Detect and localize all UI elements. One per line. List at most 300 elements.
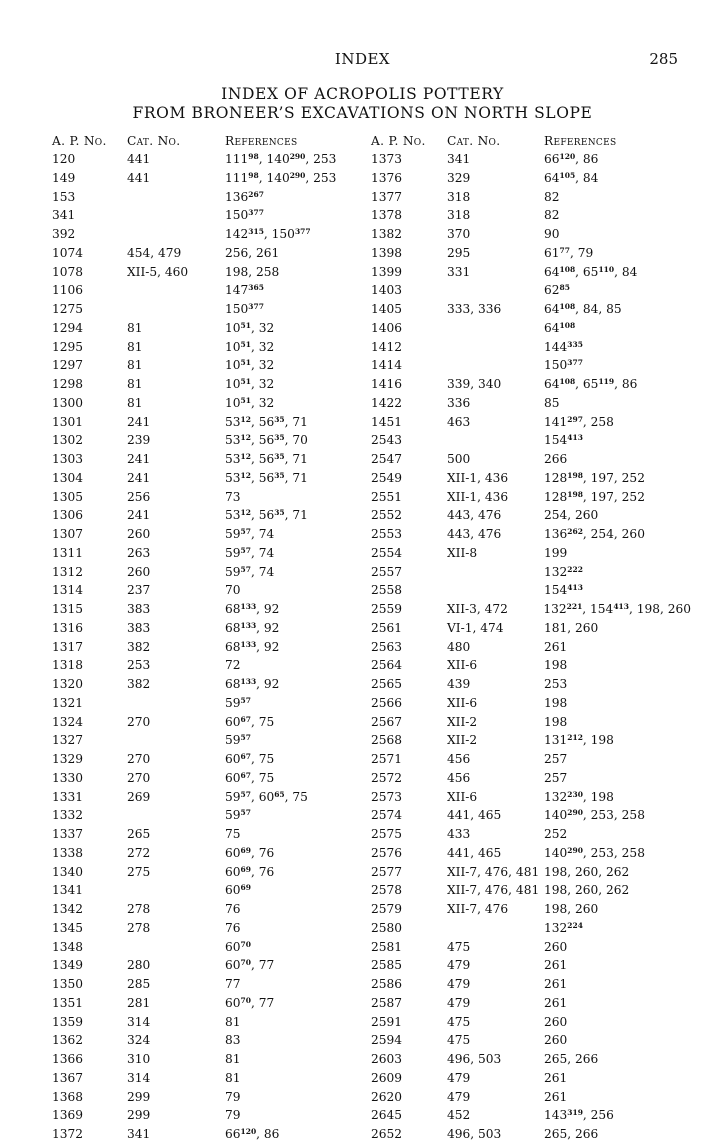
cat-number: 452 xyxy=(447,1108,471,1123)
cat-number: 475 xyxy=(447,1014,471,1029)
ap-number: 2543 xyxy=(371,433,403,448)
footnote-superscript: 57 xyxy=(240,789,251,799)
cat-number: 500 xyxy=(447,452,471,466)
ap-number: 341 xyxy=(52,208,76,223)
footnote-superscript: 69 xyxy=(240,845,251,855)
references: 198 xyxy=(544,658,568,673)
ap-number: 1398 xyxy=(371,245,403,260)
cat-number: XII-2 xyxy=(447,714,478,729)
table-row xyxy=(371,750,691,769)
table-row xyxy=(371,675,691,694)
ap-number: 1368 xyxy=(52,1089,84,1104)
ap-number: 2567 xyxy=(371,714,403,729)
ap-number: 2620 xyxy=(371,1089,403,1104)
footnote-superscript: 108 xyxy=(559,264,576,274)
references: 261 xyxy=(544,1070,568,1085)
references: 198 xyxy=(544,714,568,729)
references: $60^{67}$, 75 xyxy=(225,770,275,785)
cat-number: 456 xyxy=(447,770,471,785)
references: 261 xyxy=(544,995,568,1010)
cat-number xyxy=(447,281,544,300)
table-row xyxy=(52,506,367,525)
references: $136^{262}$, 254, 260 xyxy=(544,527,645,541)
header-references: References xyxy=(225,134,298,148)
references: $144^{335}$ xyxy=(544,339,583,354)
table-row xyxy=(52,900,367,919)
references: $154^{413}$ xyxy=(544,433,583,448)
table-row xyxy=(52,694,367,713)
ap-number: 1416 xyxy=(371,377,403,391)
footnote-superscript: 119 xyxy=(598,377,615,386)
footnote-superscript: 57 xyxy=(240,695,251,705)
table-row xyxy=(52,600,367,619)
cat-number: 81 xyxy=(127,377,143,391)
ap-number: 1362 xyxy=(52,1033,84,1048)
table-row xyxy=(52,525,367,544)
ap-number: 1311 xyxy=(52,545,84,560)
references: $68^{133}$, 92 xyxy=(225,677,280,691)
cat-number: 241 xyxy=(127,508,151,523)
footnote-superscript: 57 xyxy=(240,808,251,818)
references: 260 xyxy=(544,1014,568,1029)
cat-number: 479 xyxy=(447,1089,471,1104)
table-row xyxy=(371,1125,691,1144)
references: $66^{120}$, 86 xyxy=(544,152,599,166)
cat-number: XII-3, 472 xyxy=(446,602,508,616)
cat-number: 479 xyxy=(447,995,471,1010)
references: 199 xyxy=(544,545,568,560)
references: $64^{108}$, 84, 85 xyxy=(544,302,622,316)
references: $66^{120}$, 86 xyxy=(225,1127,280,1141)
ap-number: 1306 xyxy=(52,508,84,523)
cat-number xyxy=(447,319,544,338)
table-row xyxy=(371,1088,691,1107)
ap-number: 1451 xyxy=(371,414,403,429)
references: 261 xyxy=(544,639,568,654)
cat-number xyxy=(127,694,225,713)
references: $60^{69}$, 76 xyxy=(225,845,275,860)
ap-number: 1376 xyxy=(371,170,403,185)
ap-number: 1300 xyxy=(52,395,84,410)
cat-number: 272 xyxy=(127,845,151,860)
table-row xyxy=(52,150,367,169)
header-references: References xyxy=(544,134,617,148)
cat-number: 81 xyxy=(127,339,143,354)
table-row xyxy=(52,844,367,863)
table-row xyxy=(371,581,691,600)
cat-number: 496, 503 xyxy=(447,1052,502,1066)
ap-number: 1320 xyxy=(52,677,84,691)
table-row xyxy=(52,375,367,394)
footnote-superscript: 69 xyxy=(240,864,251,874)
footnote-superscript: 12 xyxy=(240,470,251,480)
footnote-superscript: 377 xyxy=(294,227,311,236)
ap-number: 1405 xyxy=(371,302,403,316)
ap-number: 1078 xyxy=(52,264,84,279)
cat-number xyxy=(447,919,544,938)
references: $111^{98}$, $140^{290}$, 253 xyxy=(225,152,337,166)
references: $62^{85}$ xyxy=(544,283,570,298)
ap-number: 2587 xyxy=(371,995,403,1010)
ap-number: 2603 xyxy=(371,1052,403,1066)
footnote-superscript: 230 xyxy=(567,789,583,799)
ap-number: 1303 xyxy=(52,452,84,466)
cat-number: XII-8 xyxy=(447,545,478,560)
ap-number: 2551 xyxy=(371,489,403,504)
ap-number: 392 xyxy=(52,227,76,241)
ap-number: 1295 xyxy=(52,339,84,354)
table-row xyxy=(371,825,691,844)
ap-number: 1349 xyxy=(52,958,84,973)
table-row xyxy=(371,1106,691,1125)
cat-number: 269 xyxy=(127,789,151,804)
cat-number: 81 xyxy=(127,395,143,410)
table-row xyxy=(371,863,691,882)
table-row xyxy=(52,1013,367,1032)
cat-number: 441, 465 xyxy=(447,808,502,823)
left-column xyxy=(52,133,367,1144)
ap-number: 2564 xyxy=(371,658,403,673)
header-cat-number: Cat. No. xyxy=(127,134,181,148)
footnote-superscript: 319 xyxy=(567,1108,583,1118)
cat-number xyxy=(127,225,225,244)
cat-number xyxy=(447,581,544,600)
footnote-superscript: 224 xyxy=(567,920,583,930)
ap-number: 2579 xyxy=(371,902,403,916)
table-row xyxy=(371,975,691,994)
table-row xyxy=(371,956,691,975)
footnote-superscript: 70 xyxy=(240,958,251,968)
cat-number xyxy=(127,300,225,319)
cat-number: XII-7, 476, 481 xyxy=(447,883,540,898)
table-row xyxy=(52,919,367,938)
cat-number: 479 xyxy=(447,958,471,973)
table-row xyxy=(52,563,367,582)
table-row xyxy=(371,994,691,1013)
cat-number: 241 xyxy=(127,414,151,429)
footnote-superscript: 413 xyxy=(613,602,629,611)
table-row xyxy=(52,956,367,975)
index-title-line-2: FROM BRONEER’S EXCAVATIONS ON NORTH SLOPE xyxy=(132,104,593,122)
references: $59^{57}$ xyxy=(225,695,251,710)
footnote-superscript: 198 xyxy=(567,489,583,499)
footnote-superscript: 108 xyxy=(559,320,576,330)
footnote-superscript: 377 xyxy=(248,208,264,218)
table-row xyxy=(371,563,691,582)
table-row xyxy=(371,450,691,469)
cat-number: 281 xyxy=(127,995,151,1010)
cat-number: XII-7, 476 xyxy=(447,902,509,916)
table-row xyxy=(371,263,691,282)
ap-number: 1317 xyxy=(52,639,84,654)
table-row xyxy=(52,469,367,488)
footnote-superscript: 70 xyxy=(240,939,251,949)
table-row xyxy=(52,450,367,469)
header-cat-number: Cat. No. xyxy=(447,134,501,148)
ap-number: 1294 xyxy=(52,320,84,335)
cat-number: 341 xyxy=(127,1127,151,1141)
footnote-superscript: 413 xyxy=(567,433,583,443)
table-row xyxy=(52,825,367,844)
footnote-superscript: 35 xyxy=(274,470,285,480)
references: 81 xyxy=(225,1014,241,1029)
table-row xyxy=(52,1050,367,1069)
ap-number: 1314 xyxy=(52,583,84,598)
cat-number: 260 xyxy=(127,527,151,541)
references: $142^{315}$, $150^{377}$ xyxy=(225,227,311,241)
cat-number: XII-5, 460 xyxy=(127,264,189,279)
table-row xyxy=(371,938,691,957)
cat-number: 318 xyxy=(447,189,471,204)
page-number: 285 xyxy=(649,50,678,68)
footnote-superscript: 120 xyxy=(240,1127,257,1136)
references: 77 xyxy=(225,977,241,991)
references: 252 xyxy=(544,827,568,841)
ap-number: 2547 xyxy=(371,452,403,466)
references: $154^{413}$ xyxy=(544,583,583,598)
table-row xyxy=(371,600,691,619)
ap-number: 2594 xyxy=(371,1033,403,1048)
footnote-superscript: 51 xyxy=(240,377,251,386)
footnote-superscript: 98 xyxy=(248,170,259,180)
cat-number: 479 xyxy=(447,977,471,991)
ap-number: 1327 xyxy=(52,733,84,748)
footnote-superscript: 377 xyxy=(248,302,264,311)
references: $10^{51}$, 32 xyxy=(225,320,275,335)
ap-number: 2553 xyxy=(371,527,403,541)
table-row xyxy=(371,206,691,225)
references: 83 xyxy=(225,1033,241,1048)
table-row xyxy=(52,881,367,900)
cat-number xyxy=(447,431,544,450)
cat-number: 81 xyxy=(127,320,143,335)
references: $61^{77}$, 79 xyxy=(544,245,594,260)
cat-number: 339, 340 xyxy=(447,377,502,391)
cat-number: 260 xyxy=(127,564,151,579)
cat-number xyxy=(127,281,225,300)
table-row xyxy=(52,300,367,319)
references: 76 xyxy=(225,902,241,916)
references: 198, 260 xyxy=(544,902,599,916)
ap-number: 1341 xyxy=(52,883,84,898)
references: 260 xyxy=(544,1033,568,1048)
footnote-superscript: 290 xyxy=(567,808,583,818)
footnote-superscript: 51 xyxy=(240,358,251,368)
references: $64^{108}$, $65^{119}$, 86 xyxy=(544,377,638,391)
references: $10^{51}$, 32 xyxy=(225,358,275,373)
references: 85 xyxy=(544,395,560,410)
table-row xyxy=(52,356,367,375)
table-row xyxy=(371,394,691,413)
cat-number: 270 xyxy=(127,752,151,766)
references: 70 xyxy=(225,583,241,598)
references: 198 xyxy=(544,695,568,710)
table-row xyxy=(371,1069,691,1088)
cat-number: 324 xyxy=(127,1033,151,1048)
cat-number: 480 xyxy=(447,639,471,654)
cat-number: 81 xyxy=(127,358,143,373)
table-row xyxy=(371,469,691,488)
cat-number: 263 xyxy=(127,545,151,560)
footnote-superscript: 290 xyxy=(289,152,306,161)
footnote-superscript: 77 xyxy=(559,245,570,255)
ap-number: 1324 xyxy=(52,714,84,729)
ap-number: 1399 xyxy=(371,264,403,279)
table-row xyxy=(52,1088,367,1107)
table-row xyxy=(371,244,691,263)
references: 261 xyxy=(544,977,568,991)
table-row xyxy=(52,863,367,882)
ap-number: 1329 xyxy=(52,752,84,766)
ap-number: 1305 xyxy=(52,489,84,504)
ap-number: 149 xyxy=(52,170,76,185)
references: 265, 266 xyxy=(544,1127,599,1141)
table-row xyxy=(371,881,691,900)
ap-number: 1316 xyxy=(52,620,84,635)
table-row xyxy=(371,1050,691,1069)
references: $128^{198}$, 197, 252 xyxy=(544,470,645,485)
references: $143^{319}$, 256 xyxy=(544,1108,614,1123)
cat-number: 475 xyxy=(447,1033,471,1048)
references: $60^{70}$, 77 xyxy=(225,995,275,1010)
cat-number: 256 xyxy=(127,489,151,504)
running-head xyxy=(0,50,725,70)
footnote-superscript: 35 xyxy=(274,414,285,424)
references: 265, 266 xyxy=(544,1052,599,1066)
footnote-superscript: 262 xyxy=(567,527,583,536)
ap-number: 1377 xyxy=(371,189,403,204)
ap-number: 1074 xyxy=(52,245,84,260)
references: $140^{290}$, 253, 258 xyxy=(544,845,645,860)
cat-number: 299 xyxy=(127,1089,151,1104)
footnote-superscript: 198 xyxy=(567,470,583,480)
table-row xyxy=(371,375,691,394)
ap-number: 1403 xyxy=(371,283,403,298)
cat-number: XII-6 xyxy=(447,695,478,710)
ap-number: 1359 xyxy=(52,1014,84,1029)
ap-number: 1348 xyxy=(52,939,84,954)
references: 81 xyxy=(225,1052,241,1066)
ap-number: 2645 xyxy=(371,1108,403,1123)
cat-number: 441 xyxy=(127,170,151,185)
cat-number: 383 xyxy=(127,620,151,635)
table-row xyxy=(371,431,691,450)
table-row xyxy=(52,994,367,1013)
references: $131^{212}$, 198 xyxy=(544,733,614,748)
references: 90 xyxy=(544,227,560,241)
ap-number: 1340 xyxy=(52,864,84,879)
cat-number: 241 xyxy=(127,452,151,466)
footnote-superscript: 315 xyxy=(248,227,264,236)
references: 260 xyxy=(544,939,568,954)
ap-number: 1297 xyxy=(52,358,84,373)
ap-number: 1331 xyxy=(52,789,84,804)
references: 181, 260 xyxy=(544,620,599,635)
ap-number: 2558 xyxy=(371,583,403,598)
left-rows xyxy=(52,150,367,1144)
ap-number: 1318 xyxy=(52,658,84,673)
references: $132^{230}$, 198 xyxy=(544,789,614,804)
references: $64^{105}$, 84 xyxy=(544,170,599,185)
references: $60^{67}$, 75 xyxy=(225,714,275,729)
footnote-superscript: 110 xyxy=(598,264,615,274)
table-row xyxy=(52,244,367,263)
cat-number xyxy=(127,731,225,750)
references: $68^{133}$, 92 xyxy=(225,602,280,616)
table-row xyxy=(52,413,367,432)
ap-number: 1373 xyxy=(371,152,403,166)
ap-number: 120 xyxy=(52,152,76,166)
table-row xyxy=(371,694,691,713)
footnote-superscript: 133 xyxy=(240,639,257,649)
references: 79 xyxy=(225,1108,241,1123)
ap-number: 1302 xyxy=(52,433,84,448)
left-column-header xyxy=(52,133,367,150)
footnote-superscript: 51 xyxy=(240,395,251,405)
cat-number xyxy=(127,881,225,900)
table-row xyxy=(371,188,691,207)
footnote-superscript: 85 xyxy=(559,283,570,293)
ap-number: 2552 xyxy=(371,508,403,523)
ap-number: 1298 xyxy=(52,377,84,391)
footnote-superscript: 51 xyxy=(240,320,251,330)
ap-number: 1106 xyxy=(52,283,84,298)
footnote-superscript: 12 xyxy=(240,433,251,443)
ap-number: 2549 xyxy=(371,470,403,485)
footnote-superscript: 267 xyxy=(248,189,264,199)
ap-number: 1412 xyxy=(371,339,403,354)
references: $59^{57}$, $60^{65}$, 75 xyxy=(225,789,308,804)
references: 257 xyxy=(544,752,568,766)
table-row xyxy=(52,1106,367,1125)
references: $140^{290}$, 253, 258 xyxy=(544,808,645,823)
references: $53^{12}$, $56^{35}$, 71 xyxy=(225,508,308,523)
cat-number: XII-6 xyxy=(447,789,478,804)
table-row xyxy=(52,1125,367,1144)
table-row xyxy=(371,656,691,675)
ap-number: 2577 xyxy=(371,864,403,879)
footnote-superscript: 212 xyxy=(567,733,583,743)
references: $132^{221}$, $154^{413}$, 198, 260 xyxy=(543,602,691,616)
cat-number: 383 xyxy=(127,602,151,616)
references: $141^{297}$, 258 xyxy=(544,414,614,429)
ap-number: 2573 xyxy=(371,789,403,804)
references: 73 xyxy=(225,489,241,504)
ap-number: 1315 xyxy=(52,602,84,616)
cat-number: 278 xyxy=(127,920,151,935)
footnote-superscript: 65 xyxy=(274,789,285,799)
footnote-superscript: 365 xyxy=(248,283,264,293)
cat-number: XII-6 xyxy=(447,658,478,673)
footnote-superscript: 67 xyxy=(240,770,251,780)
footnote-superscript: 67 xyxy=(240,752,251,761)
ap-number: 1414 xyxy=(371,358,403,373)
table-row xyxy=(371,1013,691,1032)
header-ap-number: A. P. No. xyxy=(52,134,107,148)
table-row xyxy=(371,806,691,825)
references: 198, 258 xyxy=(225,264,280,279)
table-row xyxy=(52,731,367,750)
ap-number: 2578 xyxy=(371,883,403,898)
ap-number: 1307 xyxy=(52,527,84,541)
references: $59^{57}$, 74 xyxy=(225,545,275,560)
references: $64^{108}$, $65^{110}$, 84 xyxy=(544,264,638,279)
ap-number: 1301 xyxy=(52,414,84,429)
footnote-superscript: 57 xyxy=(240,545,251,555)
table-row xyxy=(52,581,367,600)
references: $111^{98}$, $140^{290}$, 253 xyxy=(225,170,337,185)
references: $59^{57}$, 74 xyxy=(225,564,275,579)
